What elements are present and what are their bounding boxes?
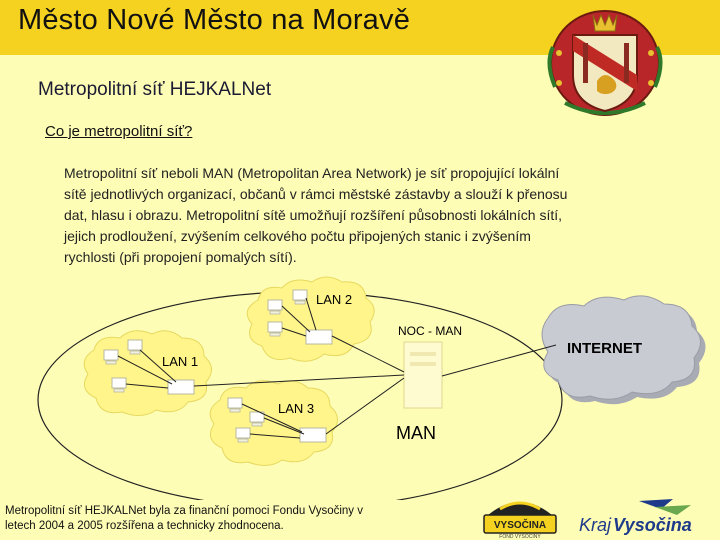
paragraph-line: dat, hlasu i obrazu. Metropolitní sítě umožňují rozšíření působnosti lokálních sítí, [64,207,563,223]
network-diagram [0,270,720,500]
lan1-cloud [84,331,211,416]
lan3-label: LAN 3 [278,401,315,416]
fond-logo-subtext: FOND VYSOČINY [499,534,541,539]
man-label: MAN [396,423,436,443]
slide-subtitle: Metropolitní síť HEJKALNet [38,79,272,100]
town-coat-of-arms-icon [545,7,665,117]
kraj-logo-word-2: Vysočina [613,515,692,535]
lan2-cloud [247,277,374,361]
definition-paragraph [64,163,664,268]
paragraph-line: sítě jednotlivých organizací, občanů v rámci městské zástavby a slouží k přenosu [64,186,568,202]
noc-label: NOC - MAN [398,324,462,338]
lan1-label: LAN 1 [162,354,199,369]
noc-server [404,342,442,408]
paragraph-line: Metropolitní síť neboli MAN (Metropolitan Area Network) je síť propojující lokální [64,165,560,181]
section-heading: Co je metropolitní síť? [45,123,193,140]
lan2-label: LAN 2 [316,292,353,307]
internet-label: INTERNET [567,340,642,357]
footnote-line: letech 2004 a 2005 rozšířena a technicky zhodnocena. [5,520,284,532]
kraj-logo-word: Kraj [579,515,612,535]
kraj-vysocina-logo [575,497,715,537]
lan3-cloud [210,381,337,466]
footnote-line: Metropolitní síť HEJKALNet byla za finanční pomoci Fondu Vysočiny v [5,505,363,517]
paragraph-line: jejich prodloužení, zvýšením celkového počtu připojených stanic i zvýšením [64,228,531,244]
fond-logo-text: VYSOČINA [493,520,547,531]
fond-vysociny-logo [480,495,560,539]
slide-title: Město Nové Město na Moravě [18,4,411,36]
paragraph-line: rychlosti (při propojení pomalých sítí). [64,249,297,265]
funding-footnote [5,504,395,534]
